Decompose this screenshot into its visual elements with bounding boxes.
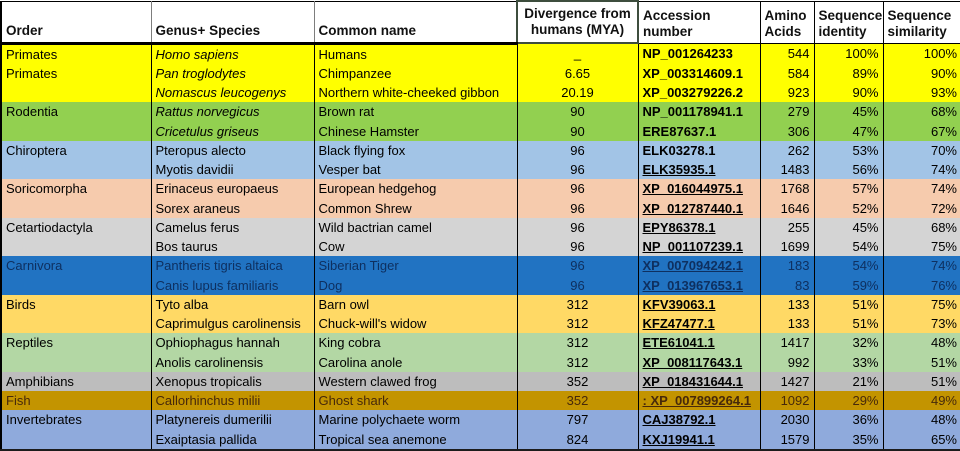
table-row <box>1 102 960 121</box>
common-name-cell[interactable]: Carolina anole <box>314 353 517 372</box>
amino-acids-cell[interactable]: 1417 <box>760 333 814 352</box>
divergence-cell[interactable]: 352 <box>517 391 638 410</box>
common-name-cell[interactable]: Chuck-will's widow <box>314 314 517 333</box>
similarity-cell[interactable]: 67% <box>930 123 957 139</box>
accession-cell[interactable]: XP_012787440.1 <box>638 199 760 218</box>
table-row <box>1 218 960 237</box>
similarity-cell[interactable]: 70% <box>930 142 957 158</box>
identity-cell[interactable]: 21% <box>814 372 883 391</box>
identity-cell[interactable]: 90% <box>814 83 883 102</box>
amino-acids-cell[interactable]: 83 <box>760 276 814 295</box>
identity-cell[interactable]: 53% <box>814 141 883 160</box>
identity-cell[interactable]: 29% <box>814 391 883 410</box>
order-cell[interactable] <box>1 122 151 141</box>
divergence-cell[interactable]: _ <box>517 43 638 64</box>
order-cell[interactable] <box>1 199 151 218</box>
similarity-cell[interactable]: 74% <box>930 181 957 197</box>
accession-cell[interactable]: ELK35935.1 <box>638 160 760 179</box>
genus-cell[interactable]: Caprimulgus carolinensis <box>151 314 314 333</box>
table-header <box>1 1 960 43</box>
order-cell[interactable] <box>1 160 151 179</box>
common-name-cell[interactable]: Ghost shark <box>314 391 517 410</box>
similarity-cell[interactable]: 90% <box>930 65 957 81</box>
accession-cell[interactable]: : XP_007899264.1 <box>638 391 760 410</box>
genus-cell[interactable]: Xenopus tropicalis <box>151 372 314 391</box>
genus-cell[interactable]: Sorex araneus <box>151 199 314 218</box>
order-cell[interactable] <box>1 276 151 295</box>
similarity-cell[interactable]: 74% <box>930 258 957 274</box>
amino-acids-cell[interactable]: 992 <box>760 353 814 372</box>
similarity-cell[interactable]: 48% <box>930 335 957 351</box>
common-name-cell[interactable]: Humans <box>314 43 517 64</box>
amino-acids-cell[interactable]: 1768 <box>760 179 814 198</box>
common-name-cell[interactable]: Cow <box>314 237 517 256</box>
column-header-divergence[interactable]: Divergence from humans (MYA) <box>517 1 638 43</box>
amino-acids-cell[interactable]: 262 <box>760 141 814 160</box>
accession-cell[interactable]: KFV39063.1 <box>638 295 760 314</box>
divergence-cell[interactable]: 96 <box>517 218 638 237</box>
divergence-cell[interactable]: 824 <box>517 430 638 450</box>
column-header-sequence-similarity[interactable]: Sequence similarity <box>883 1 960 43</box>
accession-cell[interactable]: XP_007094242.1 <box>638 256 760 275</box>
accession-cell[interactable]: ELK03278.1 <box>638 141 760 160</box>
accession-cell[interactable]: KXJ19941.1 <box>638 430 760 450</box>
identity-cell[interactable]: 36% <box>814 410 883 429</box>
common-name-cell[interactable]: Brown rat <box>314 102 517 121</box>
identity-cell[interactable]: 51% <box>814 314 883 333</box>
accession-cell[interactable]: XP_018431644.1 <box>638 372 760 391</box>
identity-cell[interactable]: 56% <box>814 160 883 179</box>
accession-cell[interactable]: XP_003279226.2 <box>638 83 760 102</box>
table-row <box>1 179 960 198</box>
divergence-cell[interactable]: 312 <box>517 333 638 352</box>
table-row <box>1 295 960 314</box>
identity-cell[interactable]: 52% <box>814 199 883 218</box>
genus-cell[interactable]: Pantheris tigris altaica <box>151 256 314 275</box>
similarity-cell[interactable]: 51% <box>930 354 957 370</box>
order-cell[interactable] <box>1 83 151 102</box>
divergence-cell[interactable]: 96 <box>517 199 638 218</box>
divergence-cell[interactable]: 312 <box>517 314 638 333</box>
divergence-cell[interactable]: 20.19 <box>517 83 638 102</box>
order-cell[interactable]: Invertebrates <box>1 410 151 429</box>
identity-cell[interactable]: 32% <box>814 333 883 352</box>
genus-cell[interactable]: Anolis carolinensis <box>151 353 314 372</box>
accession-cell[interactable]: XP_003314609.1 <box>638 64 760 83</box>
amino-acids-cell[interactable]: 255 <box>760 218 814 237</box>
accession-cell[interactable]: KFZ47477.1 <box>638 314 760 333</box>
table-body <box>1 43 960 450</box>
similarity-cell[interactable]: 65% <box>930 431 957 447</box>
common-name-cell[interactable]: Barn owl <box>314 295 517 314</box>
common-name-cell[interactable]: Chinese Hamster <box>314 122 517 141</box>
amino-acids-cell[interactable]: 1579 <box>760 430 814 450</box>
identity-cell[interactable]: 45% <box>814 102 883 121</box>
divergence-cell[interactable]: 96 <box>517 179 638 198</box>
similarity-cell[interactable]: 68% <box>930 219 957 235</box>
table-row <box>1 333 960 352</box>
column-header-accession[interactable]: Accession number <box>638 1 760 43</box>
amino-acids-cell[interactable]: 133 <box>760 314 814 333</box>
genus-cell[interactable]: Homo sapiens <box>151 43 314 64</box>
table-row <box>1 256 960 275</box>
amino-acids-cell[interactable]: 923 <box>760 83 814 102</box>
order-cell[interactable]: Carnivora <box>1 256 151 275</box>
order-cell[interactable]: Primates <box>1 64 151 83</box>
common-name-cell[interactable]: Vesper bat <box>314 160 517 179</box>
divergence-cell[interactable]: 96 <box>517 141 638 160</box>
accession-cell[interactable]: ERE87637.1 <box>638 122 760 141</box>
order-cell[interactable] <box>1 430 151 450</box>
amino-acids-cell[interactable]: 183 <box>760 256 814 275</box>
divergence-cell[interactable]: 6.65 <box>517 64 638 83</box>
common-name-cell[interactable]: Dog <box>314 276 517 295</box>
genus-cell[interactable]: Callorhinchus milii <box>151 391 314 410</box>
table-row <box>1 64 960 83</box>
amino-acids-cell[interactable]: 279 <box>760 102 814 121</box>
accession-cell[interactable]: XP_016044975.1 <box>638 179 760 198</box>
table-row <box>1 83 960 102</box>
genus-cell[interactable]: Myotis davidii <box>151 160 314 179</box>
accession-cell[interactable]: ETE61041.1 <box>638 333 760 352</box>
common-name-cell[interactable]: European hedgehog <box>314 179 517 198</box>
table-row <box>1 122 960 141</box>
genus-cell[interactable]: Platynereis dumerilii <box>151 410 314 429</box>
table-row <box>1 199 960 218</box>
order-cell[interactable]: Soricomorpha <box>1 179 151 198</box>
similarity-cell[interactable]: 75% <box>930 239 957 255</box>
accession-cell[interactable]: EPY86378.1 <box>638 218 760 237</box>
similarity-cell[interactable]: 100% <box>923 46 957 62</box>
genus-cell[interactable]: Exaiptasia pallida <box>151 430 314 450</box>
amino-acids-cell[interactable]: 1646 <box>760 199 814 218</box>
amino-acids-cell[interactable]: 1427 <box>760 372 814 391</box>
table-row <box>1 410 960 429</box>
accession-cell[interactable]: NP_001264233 <box>638 43 760 64</box>
identity-cell[interactable]: 89% <box>814 64 883 83</box>
similarity-cell[interactable]: 73% <box>930 316 957 332</box>
common-name-cell[interactable]: King cobra <box>314 333 517 352</box>
divergence-cell[interactable]: 90 <box>517 102 638 121</box>
table-row <box>1 430 960 450</box>
order-cell[interactable]: Primates <box>1 43 151 64</box>
common-name-cell[interactable]: Northern white-cheeked gibbon <box>314 83 517 102</box>
divergence-cell[interactable]: 312 <box>517 353 638 372</box>
common-name-cell[interactable]: Chimpanzee <box>314 64 517 83</box>
amino-acids-cell[interactable]: 584 <box>760 64 814 83</box>
divergence-cell[interactable]: 96 <box>517 160 638 179</box>
amino-acids-cell[interactable]: 1483 <box>760 160 814 179</box>
divergence-cell[interactable]: 96 <box>517 256 638 275</box>
amino-acids-cell[interactable]: 2030 <box>760 410 814 429</box>
column-header-amino-acids[interactable]: Amino Acids <box>760 1 814 43</box>
order-cell[interactable]: Birds <box>1 295 151 314</box>
genus-cell[interactable]: Canis lupus familiaris <box>151 276 314 295</box>
table-row <box>1 237 960 256</box>
identity-cell[interactable]: 47% <box>814 122 883 141</box>
identity-cell[interactable]: 45% <box>814 218 883 237</box>
identity-cell[interactable]: 35% <box>814 430 883 450</box>
accession-cell[interactable]: XP_013967653.1 <box>638 276 760 295</box>
accession-cell[interactable]: NP_001178941.1 <box>638 102 760 121</box>
table-row <box>1 372 960 391</box>
amino-acids-cell[interactable]: 306 <box>760 122 814 141</box>
similarity-cell[interactable]: 48% <box>930 412 957 428</box>
similarity-cell[interactable]: 72% <box>930 200 957 216</box>
genus-cell[interactable]: Cricetulus griseus <box>151 122 314 141</box>
divergence-cell[interactable]: 96 <box>517 237 638 256</box>
order-cell[interactable] <box>1 353 151 372</box>
amino-acids-cell[interactable]: 133 <box>760 295 814 314</box>
order-cell[interactable] <box>1 314 151 333</box>
amino-acids-cell[interactable]: 1699 <box>760 237 814 256</box>
order-cell[interactable]: Fish <box>1 391 151 410</box>
accession-cell[interactable]: NP_001107239.1 <box>638 237 760 256</box>
divergence-cell[interactable]: 90 <box>517 122 638 141</box>
divergence-cell[interactable]: 96 <box>517 276 638 295</box>
genus-cell[interactable]: Nomascus leucogenys <box>151 83 314 102</box>
genus-cell[interactable]: Bos taurus <box>151 237 314 256</box>
column-header-order[interactable]: Order <box>1 1 151 43</box>
identity-cell[interactable]: 51% <box>814 295 883 314</box>
column-header-common-name[interactable]: Common name <box>314 1 517 43</box>
genus-cell[interactable]: Pteropus alecto <box>151 141 314 160</box>
order-cell[interactable]: Cetartiodactyla <box>1 218 151 237</box>
table-row <box>1 353 960 372</box>
similarity-cell[interactable]: 49% <box>930 393 957 409</box>
identity-cell[interactable]: 54% <box>814 256 883 275</box>
table-row <box>1 160 960 179</box>
order-cell[interactable]: Reptiles <box>1 333 151 352</box>
identity-cell[interactable]: 59% <box>814 276 883 295</box>
table-row <box>1 276 960 295</box>
order-cell[interactable]: Chiroptera <box>1 141 151 160</box>
similarity-cell[interactable]: 68% <box>930 104 957 120</box>
common-name-cell[interactable]: Common Shrew <box>314 199 517 218</box>
order-cell[interactable]: Rodentia <box>1 102 151 121</box>
column-header-genus-species[interactable]: Genus+ Species <box>151 1 314 43</box>
identity-cell[interactable]: 33% <box>814 353 883 372</box>
identity-cell[interactable]: 100% <box>814 43 883 64</box>
common-name-cell[interactable]: Black flying fox <box>314 141 517 160</box>
similarity-cell[interactable]: 93% <box>930 85 957 101</box>
common-name-cell[interactable]: Wild bactrian camel <box>314 218 517 237</box>
similarity-cell[interactable]: 74% <box>930 162 957 178</box>
divergence-cell[interactable]: 797 <box>517 410 638 429</box>
amino-acids-cell[interactable]: 1092 <box>760 391 814 410</box>
common-name-cell[interactable]: Siberian Tiger <box>314 256 517 275</box>
divergence-cell[interactable]: 352 <box>517 372 638 391</box>
genus-cell[interactable]: Pan troglodytes <box>151 64 314 83</box>
similarity-cell[interactable]: 75% <box>930 296 957 312</box>
common-name-cell[interactable]: Marine polychaete worm <box>314 410 517 429</box>
table-row <box>1 314 960 333</box>
amino-acids-cell[interactable]: 544 <box>760 43 814 64</box>
header-row <box>1 1 960 43</box>
table-row <box>1 141 960 160</box>
identity-cell[interactable]: 54% <box>814 237 883 256</box>
similarity-cell[interactable]: 51% <box>930 373 957 389</box>
genus-cell[interactable]: Camelus ferus <box>151 218 314 237</box>
table-row <box>1 391 960 410</box>
order-cell[interactable]: Amphibians <box>1 372 151 391</box>
genus-cell[interactable]: Tyto alba <box>151 295 314 314</box>
divergence-cell[interactable]: 312 <box>517 295 638 314</box>
common-name-cell[interactable]: Western clawed frog <box>314 372 517 391</box>
accession-cell[interactable]: XP_008117643.1 <box>638 353 760 372</box>
genus-cell[interactable]: Erinaceus europaeus <box>151 179 314 198</box>
genus-cell[interactable]: Rattus norvegicus <box>151 102 314 121</box>
genus-cell[interactable]: Ophiophagus hannah <box>151 333 314 352</box>
common-name-cell[interactable]: Tropical sea anemone <box>314 430 517 450</box>
identity-cell[interactable]: 57% <box>814 179 883 198</box>
table-row <box>1 43 960 64</box>
order-cell[interactable] <box>1 237 151 256</box>
column-header-sequence-identity[interactable]: Sequence identity <box>814 1 883 43</box>
accession-cell[interactable]: CAJ38792.1 <box>638 410 760 429</box>
similarity-cell[interactable]: 76% <box>930 277 957 293</box>
